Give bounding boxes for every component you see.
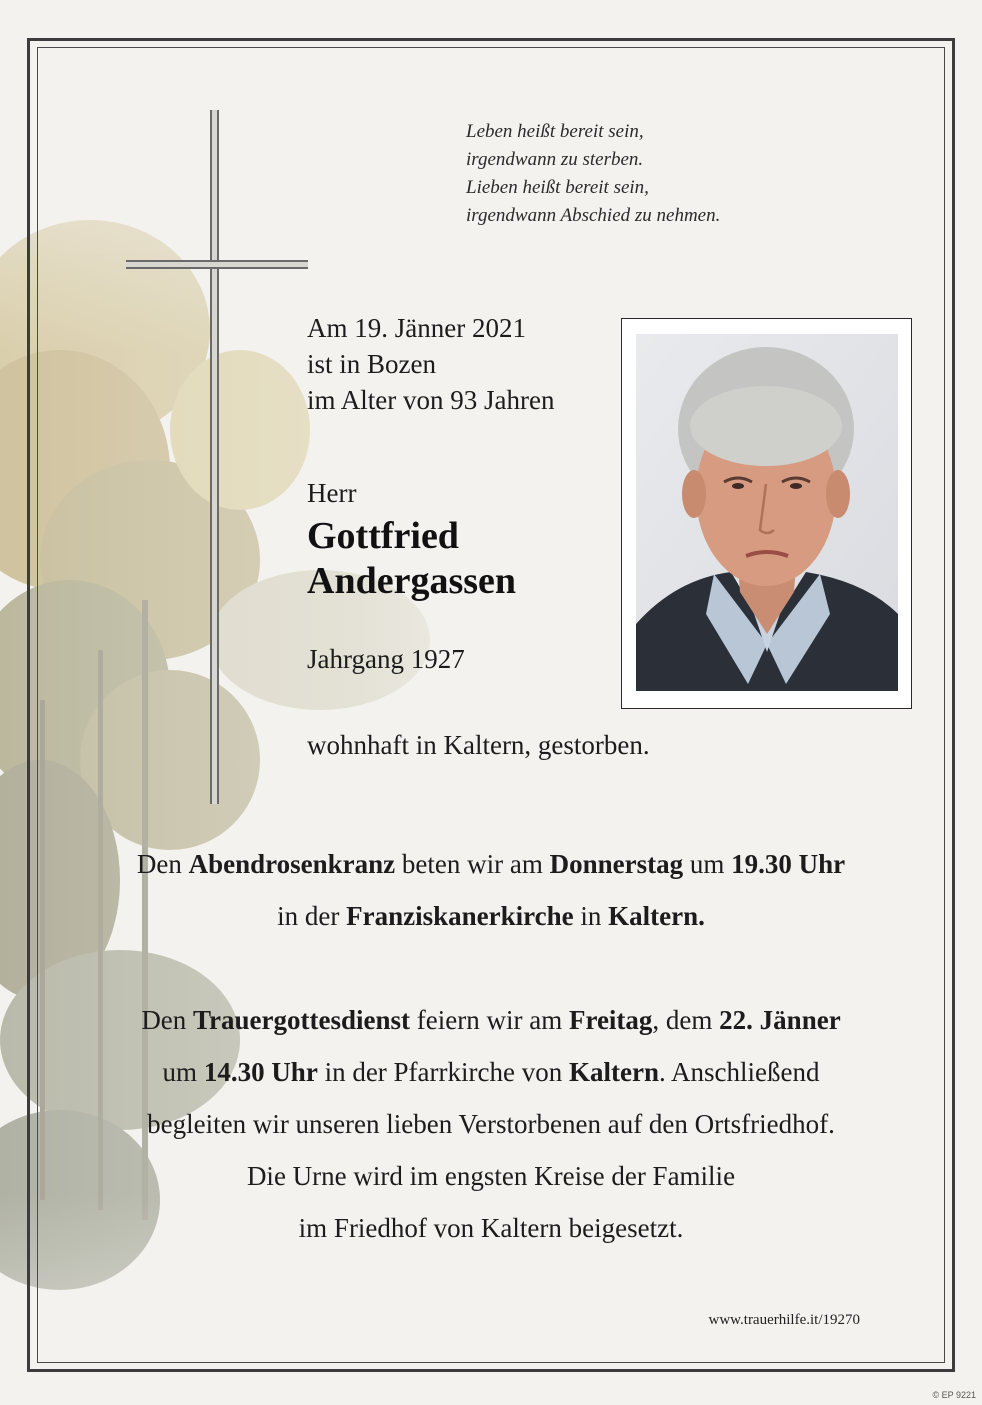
cross-icon-horizontal-bar: [126, 260, 308, 269]
cross-icon-vertical-bar: [210, 110, 219, 804]
website-link[interactable]: www.trauerhilfe.it/19270: [708, 1312, 860, 1328]
print-code: © EP 9221: [932, 1390, 976, 1400]
text-run: Den: [136, 849, 189, 879]
funeral-line-3: begleiten wir unseren lieben Verstorbenen auf den Ortsfriedhof.: [147, 1109, 835, 1139]
funeral-line-5: im Friedhof von Kaltern beigesetzt.: [298, 1213, 684, 1243]
first-name: Gottfried: [307, 515, 459, 557]
deceased-name: [307, 514, 516, 604]
emphasized-text: Abendrosenkranz: [188, 849, 396, 879]
birth-year: Jahrgang 1927: [307, 644, 465, 674]
funeral-paragraph: [40, 994, 942, 1254]
last-name: Andergassen: [307, 560, 517, 602]
portrait-photo: [636, 334, 898, 691]
poem-line: irgendwann Abschied zu nehmen.: [466, 205, 721, 226]
text-run: Den: [141, 1005, 194, 1035]
text-run: beten wir am: [395, 849, 550, 879]
emphasized-text: Donnerstag: [549, 849, 684, 879]
text-run: in der: [277, 901, 347, 931]
poem-line: Leben heißt bereit sein,: [466, 121, 644, 142]
text-run: in: [573, 901, 609, 931]
emphasized-text: 14.30 Uhr: [203, 1057, 318, 1087]
text-run: . Anschließend: [658, 1057, 820, 1087]
salutation: Herr: [307, 478, 357, 508]
emphasized-text: Kaltern: [568, 1057, 659, 1087]
text-run: um: [162, 1057, 204, 1087]
text-run: feiern wir am: [410, 1005, 569, 1035]
poem-line: irgendwann zu sterben.: [466, 149, 644, 170]
emphasized-text: 19.30 Uhr: [731, 849, 846, 879]
funeral-line-4: Die Urne wird im engsten Kreise der Familie: [246, 1161, 736, 1191]
intro-line: im Alter von 93 Jahren: [307, 385, 555, 415]
text-run: in der Pfarrkirche von: [317, 1057, 569, 1087]
emphasized-text: 22. Jänner: [719, 1005, 841, 1035]
rosary-line-1: [40, 838, 942, 890]
emphasized-text: Trauergottesdienst: [193, 1005, 411, 1035]
poem: [466, 118, 886, 230]
funeral-line-1: [40, 994, 942, 1046]
emphasized-text: Franziskanerkirche: [346, 901, 574, 931]
poem-line: Lieben heißt bereit sein,: [466, 177, 649, 198]
emphasized-text: Freitag: [568, 1005, 653, 1035]
rosary-paragraph: [40, 838, 942, 942]
text-run: um: [683, 849, 732, 879]
intro-line: Am 19. Jänner 2021: [307, 313, 526, 343]
emphasized-text: Kaltern.: [608, 901, 705, 931]
residence-text: wohnhaft in Kaltern, gestorben.: [307, 730, 650, 760]
rosary-line-2: [40, 890, 942, 942]
text-run: , dem: [652, 1005, 720, 1035]
death-intro: [307, 310, 627, 418]
funeral-line-2: [40, 1046, 942, 1098]
intro-line: ist in Bozen: [307, 349, 436, 379]
